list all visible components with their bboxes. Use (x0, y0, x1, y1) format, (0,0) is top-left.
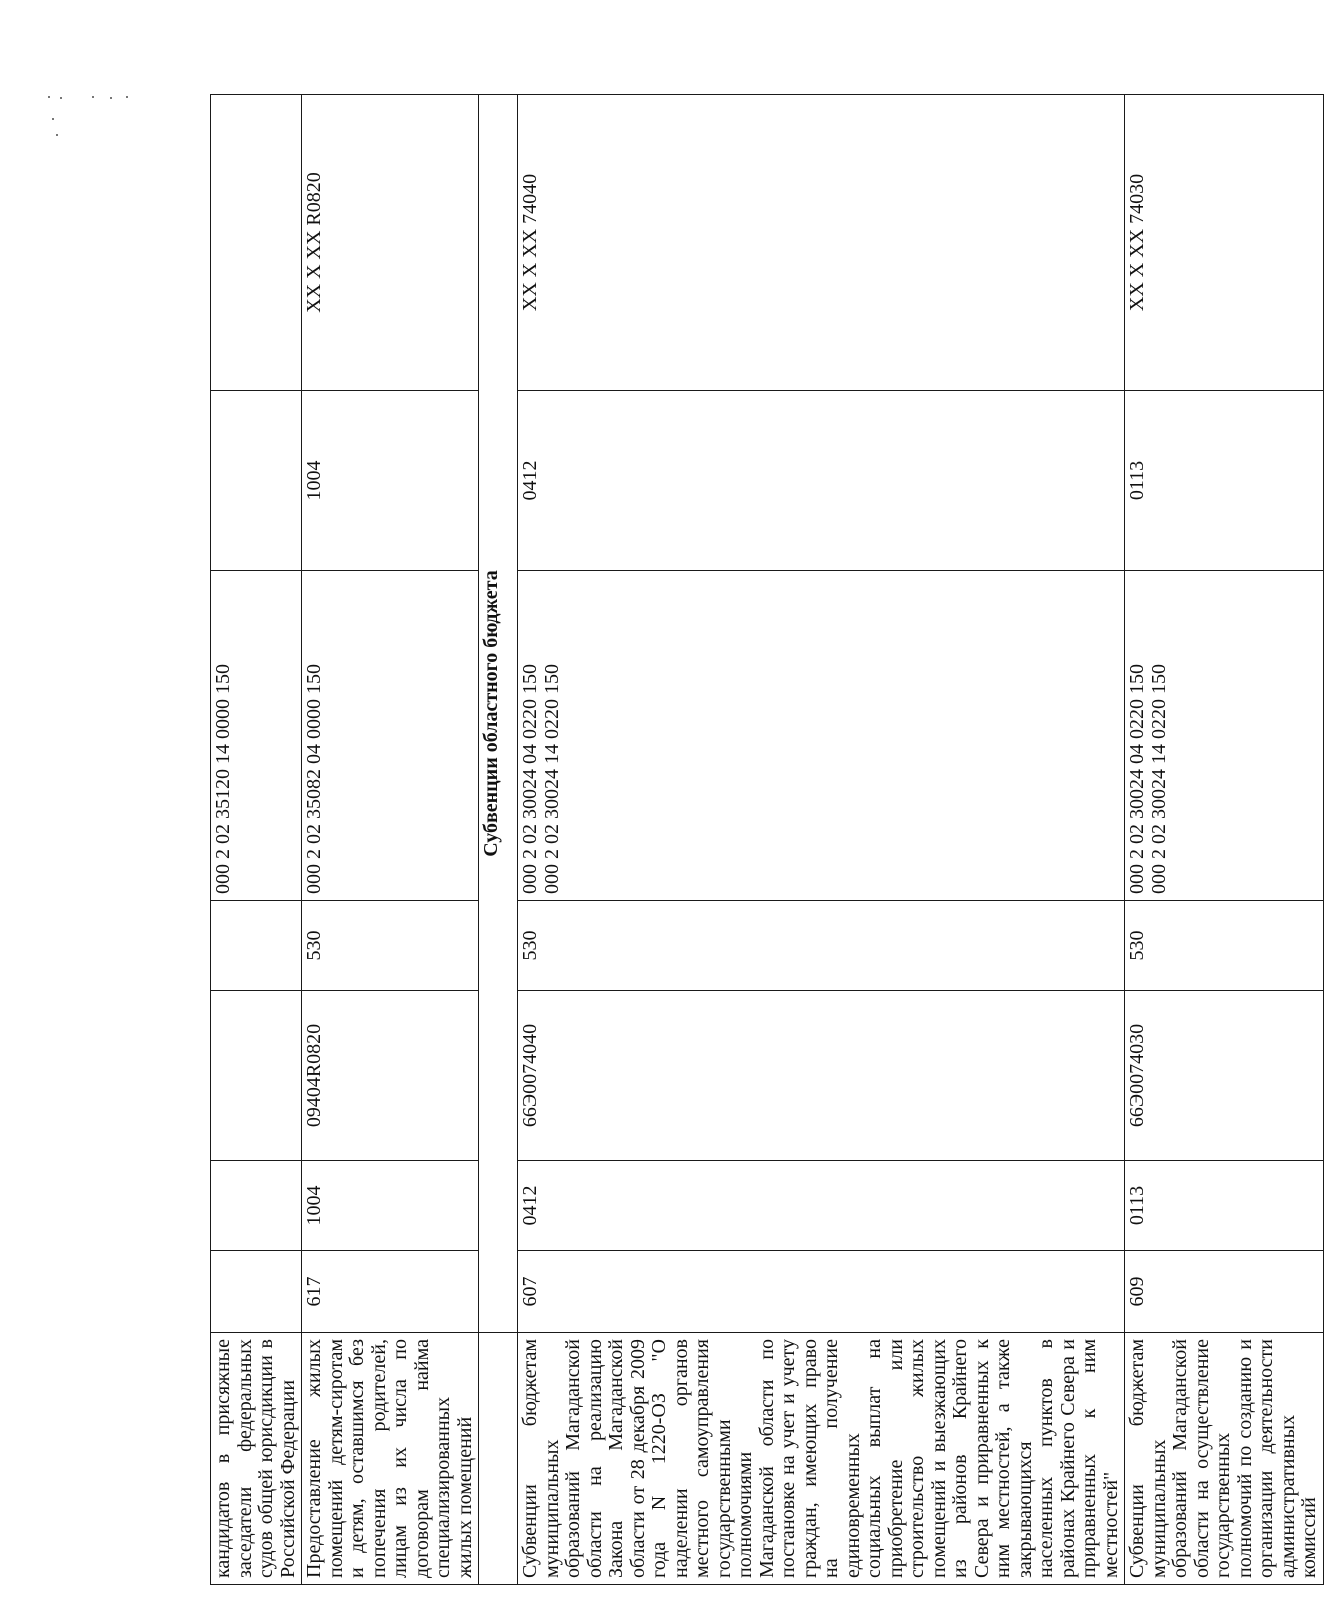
income-code: 000 2 02 35082 04 0000 150 (303, 664, 325, 894)
table-row (1125, 95, 1324, 1585)
section-header: Субвенции областного бюджета (479, 95, 518, 1333)
admin-code-cell (211, 1251, 302, 1333)
classifier-code-cell: XX X XX R0820 (302, 95, 479, 391)
admin-code-cell: 609 (1125, 1251, 1324, 1333)
section-code-cell: 0113 (1125, 1161, 1324, 1251)
classifier-code-cell (211, 95, 302, 391)
expense-type-cell: 530 (1125, 901, 1324, 991)
income-code-cell (211, 571, 302, 901)
description-cell: Субвенции бюджетам муниципальных образований Магаданской области на осуществление государственных полномочий по созданию и организации деятельности административных комиссий (1125, 1333, 1324, 1585)
target-code-cell: 66Э0074030 (1125, 991, 1324, 1161)
section-header-row (479, 95, 518, 1585)
admin-code-cell: 607 (518, 1251, 1125, 1333)
scan-speck (60, 97, 62, 99)
section-code-cell: 1004 (302, 1161, 479, 1251)
scan-speck (126, 96, 128, 98)
scan-speck (48, 96, 50, 98)
description-cell: Субвенции бюджетам муниципальных образований Магаданской области на реализацию Закона Магаданской области от 28 декабря 2009 года N 1220-ОЗ "О наделении органов местного самоуправления государственными полномочиями Магаданской области по постановке на учет и учету граждан, имеющих право на получение единовременных социальных выплат на приобретение или строительство жилых помещений и выезжающих из районов Крайнего Севера и приравненных к ним местностей, а также закрывающихся населенных пунктов в районах Крайнего Севера и приравненных к ним местностей" (518, 1333, 1125, 1585)
income-section-cell: 0113 (1125, 391, 1324, 571)
classifier-code-cell: XX X XX 74040 (518, 95, 1125, 391)
income-section-cell: 1004 (302, 391, 479, 571)
income-code: 000 2 02 30024 14 0220 150 (1147, 664, 1170, 894)
section-code-cell (211, 1161, 302, 1251)
income-section-cell: 0412 (518, 391, 1125, 571)
budget-table (210, 94, 1324, 1585)
expense-type-cell: 530 (518, 901, 1125, 991)
description-cell: Предоставление жилых помещений детям-сиротам и детям, оставшимся без попечения родителей, лицам из их числа по договорам найма специализированных жилых помещений (302, 1333, 479, 1585)
income-code-cell (1125, 571, 1324, 901)
income-code-cell (518, 571, 1125, 901)
income-code: 000 2 02 35120 14 0000 150 (212, 664, 234, 894)
scan-speck (110, 97, 112, 99)
section-header-blank-cell (479, 1333, 518, 1585)
income-code: 000 2 02 30024 14 0220 150 (540, 664, 563, 894)
section-code-cell: 0412 (518, 1161, 1125, 1251)
income-code: 000 2 02 30024 04 0220 150 (1126, 664, 1148, 894)
admin-code-cell: 617 (302, 1251, 479, 1333)
income-code-cell (302, 571, 479, 901)
target-code-cell (211, 991, 302, 1161)
table-row (518, 95, 1125, 1585)
table-row (211, 95, 302, 1585)
scan-speck (92, 96, 94, 98)
description-cell: кандидатов в присяжные заседатели федеральных судов общей юрисдикции в Российской Федерации (211, 1333, 302, 1585)
income-section-cell (211, 391, 302, 571)
expense-type-cell: 530 (302, 901, 479, 991)
income-code: 000 2 02 30024 04 0220 150 (519, 664, 541, 894)
classifier-code-cell: XX X XX 74030 (1125, 95, 1324, 391)
table-row (302, 95, 479, 1585)
rotated-document-table (210, 95, 1320, 1585)
target-code-cell: 09404R0820 (302, 991, 479, 1161)
scan-speck (56, 134, 58, 136)
target-code-cell: 66Э0074040 (518, 991, 1125, 1161)
scan-speck (52, 118, 54, 120)
expense-type-cell (211, 901, 302, 991)
